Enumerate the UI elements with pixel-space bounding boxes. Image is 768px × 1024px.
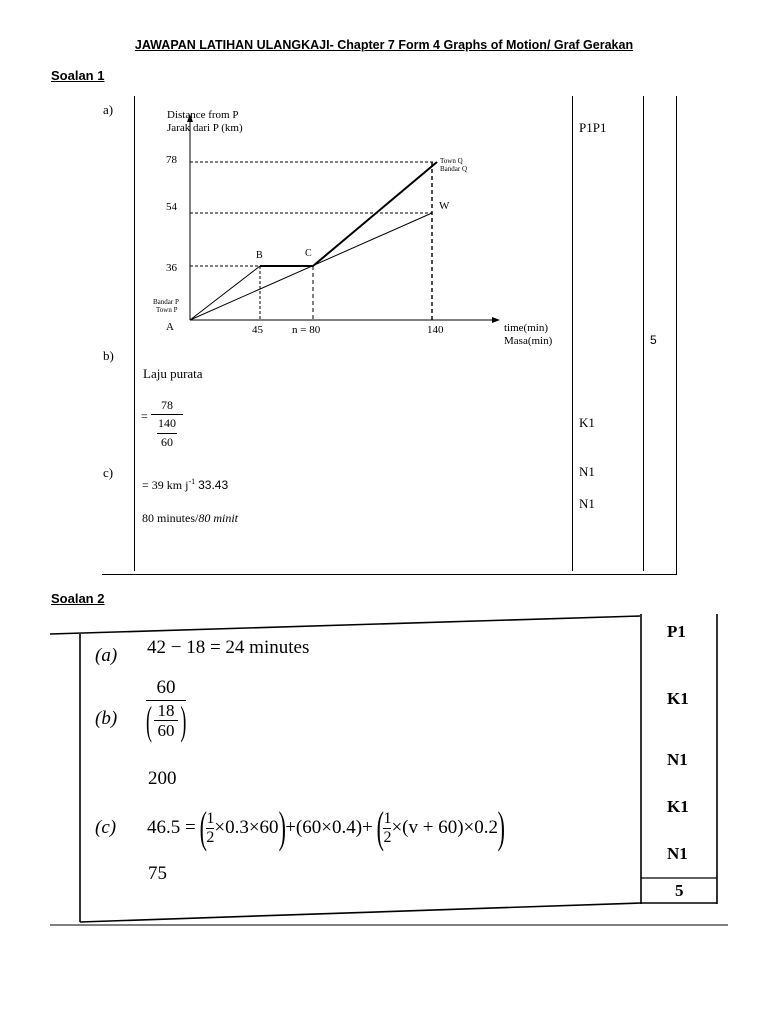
y-tick-54: 54 — [166, 201, 177, 213]
q1-b-numerator: 78 — [161, 398, 173, 412]
q2-c-paren1-open: ( — [199, 803, 207, 852]
x-axis-label-en: time(min) — [504, 322, 548, 334]
q2-c-half-1-num: 1 — [206, 809, 215, 827]
q2-mark-c1: K1 — [667, 797, 689, 816]
q1-b-result-extra: 33.43 — [198, 478, 229, 492]
q1-part-b-label: b) — [103, 348, 114, 363]
q2-b-paren-right: ) — [180, 698, 186, 743]
q1-mark-b2: N1 — [579, 464, 595, 479]
q1-right-border — [676, 96, 677, 574]
q2-c-half-1 — [206, 810, 214, 847]
q2-c-paren3-close: ) — [497, 803, 505, 852]
q2-c-half-1-den: 2 — [206, 828, 215, 846]
q2-a-label — [95, 645, 117, 667]
distance-time-graph — [140, 100, 570, 352]
q2-c-half-2 — [383, 810, 391, 847]
y-axis-label-ms: Jarak dari P (km) — [167, 122, 243, 134]
y-tick-36: 36 — [166, 262, 177, 274]
q2-c-equation — [147, 803, 505, 853]
q1-b-denominator-bottom: 60 — [157, 433, 177, 450]
q2-c-half-2-den: 2 — [383, 828, 392, 846]
q1-c-answer-en: 80 minutes/ — [142, 511, 199, 525]
q2-c-result: 75 — [148, 863, 167, 884]
q2-c-lhs: 46.5 = — [147, 817, 196, 838]
q2-b-label-text: (b) — [95, 708, 118, 729]
bandar-q-label: Bandar Q — [440, 165, 468, 173]
q1-part-c-label: c) — [103, 465, 114, 480]
q1-left-border — [134, 96, 135, 571]
q2-a-label-text: (a) — [95, 645, 118, 666]
q1-bottom-border — [102, 574, 677, 575]
x-axis-label-ms: Masa(min) — [504, 335, 553, 347]
q2-b-fraction — [146, 677, 186, 745]
q1-b-equals: = — [141, 409, 148, 423]
town-q-label: Town Q — [440, 157, 463, 165]
q2-c-term2: +(60×0.4)+ — [285, 817, 373, 838]
bandar-p-label: Bandar P — [153, 298, 179, 306]
q1-mark-divider — [572, 96, 573, 571]
q2-b-inner-numerator: 18 — [157, 701, 175, 720]
town-p-label: Town P — [156, 306, 178, 314]
q2-bottom-border-scan — [80, 903, 641, 922]
question-1-heading: Soalan 1 — [51, 68, 105, 83]
q1-b-result-sup: -1 — [188, 477, 196, 486]
q2-total: 5 — [675, 881, 684, 900]
q2-b-label — [95, 708, 117, 730]
line-a-to-b — [190, 266, 260, 320]
q1-c-answer-ms: 80 minit — [198, 511, 239, 525]
q2-c-half-2-num: 1 — [383, 809, 392, 827]
q2-mark-c2: N1 — [667, 844, 688, 863]
x-tick-45: 45 — [252, 324, 263, 336]
q2-c-paren1-close: ) — [278, 803, 286, 852]
q1-part-a-label: a) — [103, 102, 114, 117]
q1-total-divider — [643, 96, 644, 571]
q1-b-denominator-top: 140 — [151, 414, 183, 431]
q1-mark-a: P1P1 — [579, 120, 607, 135]
x-tick-140: 140 — [427, 324, 444, 336]
x-tick-80: n = 80 — [292, 324, 321, 336]
q2-mark-b2: N1 — [667, 750, 688, 769]
q1-mark-c: N1 — [579, 496, 595, 511]
point-w-label: W — [439, 200, 450, 212]
q2-a-text: 42 − 18 = 24 minutes — [147, 637, 310, 658]
q1-c-answer — [142, 511, 238, 526]
q2-b-result: 200 — [148, 768, 177, 789]
q1-b-result-main: = 39 km j — [142, 478, 189, 492]
q2-b-inner-denominator: 60 — [154, 720, 178, 740]
q2-c-paren3-open: ( — [376, 803, 384, 852]
page-title: JAWAPAN LATIHAN ULANGKAJI- Chapter 7 Form 4 Graphs of Motion/ Graf Gerakan — [134, 38, 634, 52]
q1-b-heading: Laju purata — [143, 366, 203, 381]
point-b-label: B — [256, 250, 263, 261]
q2-c-label — [95, 817, 116, 839]
line-c-to-q — [313, 162, 437, 266]
q2-mark-b1: K1 — [667, 689, 689, 708]
q1-b-fraction — [151, 398, 183, 450]
q1-mark-b1: K1 — [579, 415, 595, 430]
question-2-heading: Soalan 2 — [51, 591, 105, 606]
origin-label: A — [166, 321, 174, 333]
y-tick-78: 78 — [166, 154, 177, 166]
q2-mark-a: P1 — [667, 622, 686, 641]
q2-b-numerator: 60 — [156, 677, 176, 698]
y-axis-label-en: Distance from P — [167, 109, 239, 121]
q2-top-border — [50, 616, 640, 634]
q2-c-label-text: (c) — [95, 817, 117, 838]
q2-b-paren-left: ( — [146, 698, 152, 743]
q2-c-term1: ×0.3×60 — [214, 817, 279, 838]
q2-c-term3: ×(v + 60)×0.2 — [391, 817, 498, 838]
x-axis-arrow — [492, 317, 500, 323]
q2-b-denominator — [146, 700, 186, 745]
q1-b-result — [142, 477, 228, 493]
q1-total: 5 — [650, 333, 657, 347]
point-c-label: C — [305, 248, 312, 259]
